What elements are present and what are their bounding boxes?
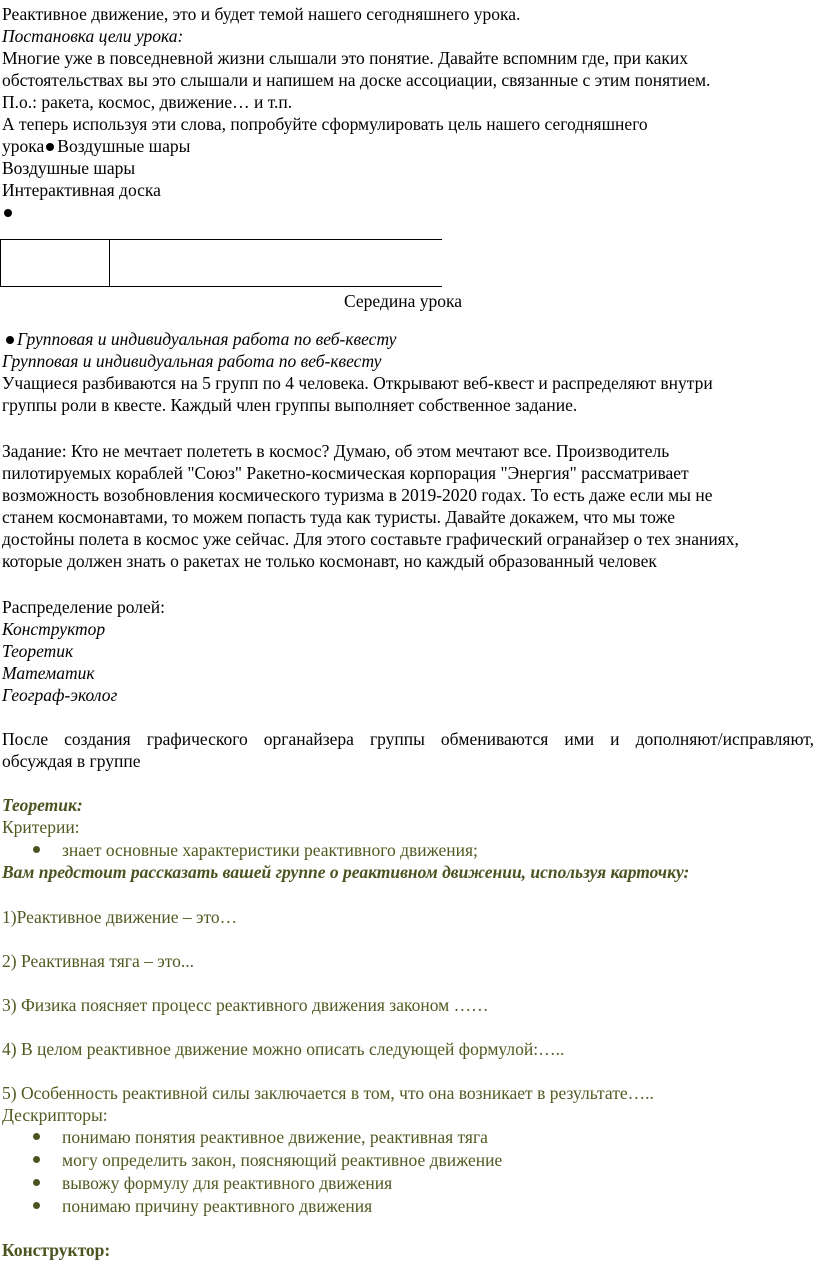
bullet-icon [33,1202,40,1209]
task-line-3: возможность возобновления космического туризма в 2019-2020 годах. То есть даже если мы не [2,485,713,505]
descriptor-item: вывожу формулу для реактивного движения [62,1173,393,1193]
middle-title: Середина урока [344,291,462,311]
descriptors-label: Дескрипторы: [2,1105,108,1125]
bullet-icon [33,846,40,853]
criteria-item: знает основные характеристики реактивного движения; [62,840,478,860]
task-line-4: станем космонавтами, то можем попасть туда как туристы. Давайте докажем, что мы тоже [2,507,676,527]
role-item: Теоретик [2,641,74,661]
role-item: Математик [2,663,95,683]
theorist-task: Вам предстоит рассказать вашей группе о реактивном движении, используя карточку: [2,862,690,882]
bullet-icon [33,1179,40,1186]
task-line-2: пилотируемых кораблей "Союз" Ракетно-космическая корпорация "Энергия" рассматривает [2,463,689,483]
task-line-6: которые должен знать о ракетах не только космонавт, но каждый образованный человек [2,551,657,571]
bullet-icon [33,1156,40,1163]
intro-line-7 [2,135,190,157]
empty-table [0,239,442,287]
intro-line-8: Воздушные шары [2,158,136,178]
group-work-heading-1-text: Групповая и индивидуальная работа по веб-квесту [17,329,397,349]
criteria-label: Критерии: [2,817,80,837]
group-work-heading-2: Групповая и индивидуальная работа по веб-квесту [2,351,382,371]
roles-title: Распределение ролей: [2,597,165,617]
descriptor-item: понимаю причину реактивного движения [62,1196,373,1216]
intro-line-3: Многие уже в повседневной жизни слышали это понятие. Давайте вспомним где, при каких [2,48,689,68]
question-2: 2) Реактивная тяга – это... [2,951,195,971]
intro-line-1: Реактивное движение, это и будет темой нашего сегодняшнего урока. [2,4,521,24]
question-5: 5) Особенность реактивной силы заключается в том, что она возникает в результате….. [2,1083,654,1103]
bullet-icon [46,143,54,151]
bullet-icon [33,1133,40,1140]
intro-line-6: А теперь используя эти слова, попробуйте сформулировать цель нашего сегодняшнего [2,114,648,134]
constructor-title: Конструктор: [2,1240,111,1260]
intro-line-7-start: урока [2,136,45,156]
theorist-title: Теоретик: [2,795,83,815]
empty-bullet-line [2,201,15,223]
intro-line-9: Интерактивная доска [2,180,161,200]
after-line-1: После создания графического органайзера группы обмениваются ими и дополняют/исправляют, [2,729,814,749]
role-item: Географ-эколог [2,685,118,705]
goal-heading: Постановка цели урока: [2,26,184,46]
after-line-2: обсуждая в группе [2,751,141,771]
groups-line-1: Учащиеся разбиваются на 5 групп по 4 человека. Открывают веб-квест и распределяют внутри [2,373,713,393]
intro-line-4: обстоятельствах вы это слышали и напишем на доске ассоциации, связанные с этим понятием. [2,70,711,90]
task-line-1: Задание: Кто не мечтает полететь в космос? Думаю, об этом мечтают все. Производитель [2,441,670,461]
question-3: 3) Физика поясняет процесс реактивного движения законом …… [2,995,489,1015]
intro-line-5: П.о.: ракета, космос, движение… и т.п. [2,92,293,112]
question-4: 4) В целом реактивное движение можно описать следующей формулой:….. [2,1039,565,1059]
descriptor-item: могу определить закон, поясняющий реактивное движение [62,1150,503,1170]
table-column-divider [109,240,110,286]
task-line-5: достойны полета в космос уже сейчас. Для этого составьте графический огранайзер о тех знаниях, [2,529,739,549]
descriptor-item: понимаю понятия реактивное движение, реактивная тяга [62,1127,488,1147]
intro-line-7-end: Воздушные шары [57,136,191,156]
question-1: 1)Реактивное движение – это… [2,907,238,927]
group-work-heading-1 [2,328,396,350]
role-item: Конструктор [2,619,106,639]
groups-line-2: группы роли в квесте. Каждый член группы выполняет собственное задание. [2,395,578,415]
bullet-icon [6,336,14,344]
bullet-icon [4,209,12,217]
